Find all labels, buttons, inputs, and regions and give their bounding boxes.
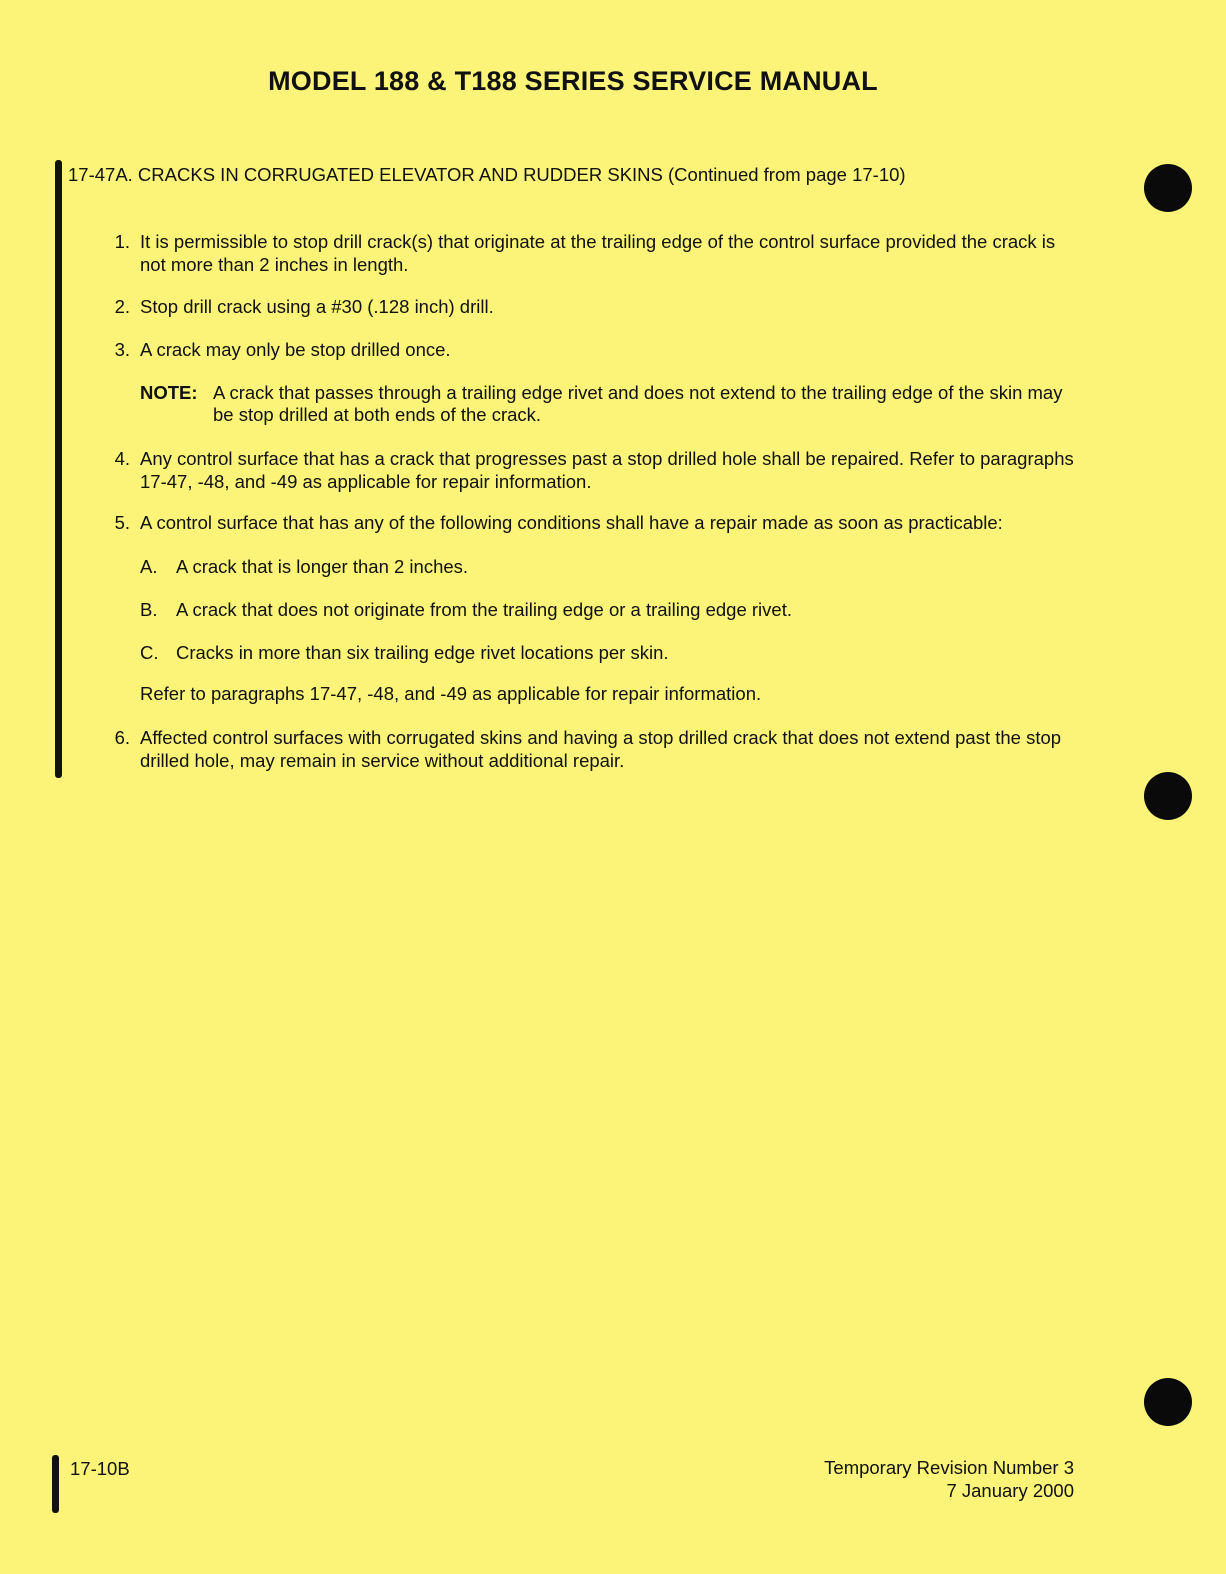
refer-paragraph: Refer to paragraphs 17-47, -48, and -49 as applicable for repair information. (140, 683, 762, 704)
list-item-text: Any control surface that has a crack that progresses past a stop drilled hole shall be repaired. Refer to paragraphs 17-47, -48, and -49 as applicable for repair information. (140, 448, 1074, 492)
list-item-text: It is permissible to stop drill crack(s) that originate at the trailing edge of the control surface provided the crack is not more than 2 inches in length. (140, 231, 1056, 275)
list-item-number: 6. (114, 727, 130, 748)
sub-item-text: A crack that is longer than 2 inches. (176, 556, 469, 577)
sub-item-letter: A. (140, 556, 158, 577)
binder-hole-top (1144, 164, 1192, 212)
list-item-number: 4. (114, 448, 130, 469)
sub-item-letter: C. (140, 642, 159, 663)
sub-item-text: A crack that does not originate from the trailing edge or a trailing edge rivet. (176, 599, 792, 620)
revision-number: Temporary Revision Number 3 (824, 1457, 1074, 1478)
list-item-text: A control surface that has any of the following conditions shall have a repair made as soon as practicable: (140, 512, 1003, 533)
sub-item-letter: B. (140, 599, 158, 620)
list-item-number: 1. (114, 231, 130, 252)
revision-info (824, 1456, 1074, 1502)
note-text: A crack that passes through a trailing edge rivet and does not extend to the trailing edge of the skin may be stop drilled at both ends of the crack. (213, 382, 1063, 425)
list-item-number: 2. (114, 296, 130, 317)
section-heading: 17-47A. CRACKS IN CORRUGATED ELEVATOR AND RUDDER SKINS (Continued from page 17-10) (68, 164, 906, 185)
footer-change-bar (52, 1455, 59, 1513)
sub-item-text: Cracks in more than six trailing edge rivet locations per skin. (176, 642, 669, 663)
binder-hole-middle (1144, 772, 1192, 820)
list-item-text: Affected control surfaces with corrugated skins and having a stop drilled crack that does not extend past the stop drilled hole, may remain in service without additional repair. (140, 727, 1062, 771)
list-item-text: Stop drill crack using a #30 (.128 inch) drill. (140, 296, 494, 317)
list-item-number: 3. (114, 339, 130, 360)
revision-date: 7 January 2000 (946, 1480, 1074, 1501)
binder-hole-bottom (1144, 1378, 1192, 1426)
page-title: MODEL 188 & T188 SERIES SERVICE MANUAL (268, 66, 878, 96)
page-number: 17-10B (70, 1458, 130, 1479)
note-label: NOTE: (140, 382, 198, 403)
list-item-text: A crack may only be stop drilled once. (140, 339, 451, 360)
list-item-number: 5. (114, 512, 130, 533)
revision-change-bar (55, 160, 62, 778)
